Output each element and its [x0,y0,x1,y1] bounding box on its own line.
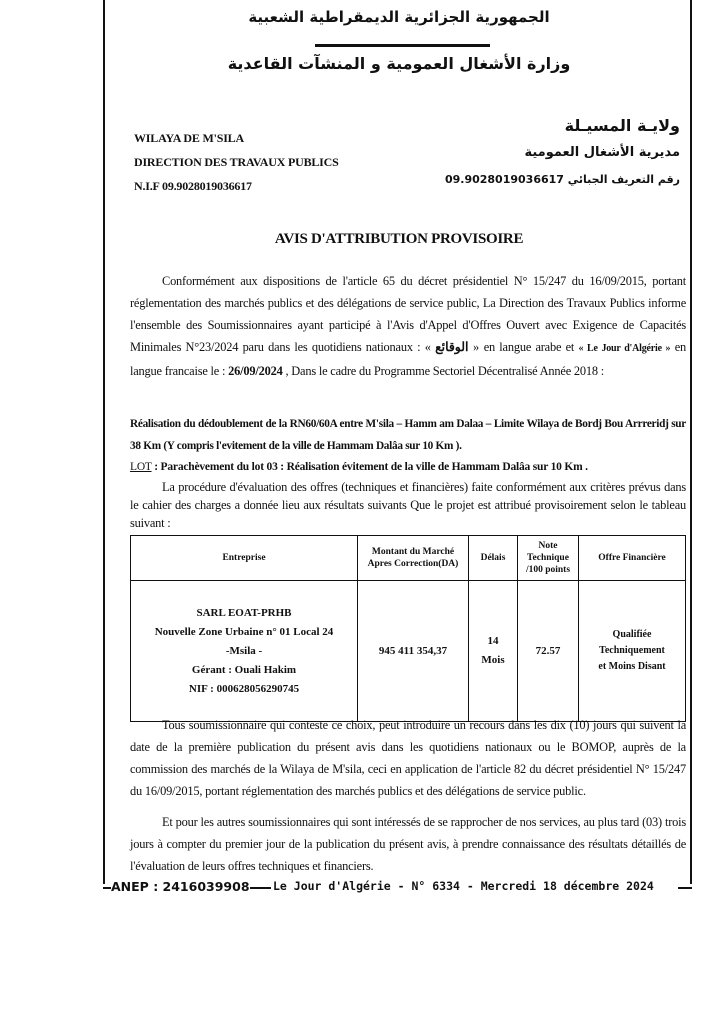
header-montant: Montant du Marché Apres Correction(DA) [358,536,469,581]
company-name: SARL EOAT-PRHB [196,606,292,619]
header-divider [315,44,490,47]
procedure-paragraph: La procédure d'évaluation des offres (techniques et financières) faite conformément aux critères prévus dans le cahier des charges a donnée lieu aux résultats suivants Que le projet est attribué provisoirement selon le tableau suivant : [130,480,686,530]
table-row [131,581,686,722]
anep-reference: ANEP : 2416039908 [111,879,250,894]
company-manager: Gérant : Ouali Hakim [191,663,297,676]
wilaya-ar: ولايـة المسيـلة [564,116,680,135]
cell-montant: 945 411 354,37 [358,581,469,722]
publication-date: 26/09/2024 [228,364,283,378]
cell-delais: 14 Mois [469,581,518,722]
cell-note: 72.57 [518,581,579,722]
wilaya-fr: WILAYA DE M'SILA [134,131,244,145]
company-nif: NIF : 000628056290745 [188,682,300,695]
cell-entreprise [131,581,358,722]
footer-bar [103,879,703,899]
direction-fr: DIRECTION DES TRAVAUX PUBLICS [134,155,339,169]
header-offre: Offre Financière [579,536,686,581]
cell-offre: Qualifiée Techniquement et Moins Disant [579,581,686,722]
newspaper-reference: Le Jour d'Algérie - N° 6334 - Mercredi 18 décembre 2024 [273,879,654,893]
table-header-row [131,536,686,581]
direction-ar: مديرية الأشغال العمومية [524,145,680,160]
ministry-title-ar: وزارة الأشغال العمومية و المنشآت القاعدية [227,54,571,73]
header-note: Note Technique /100 points [518,536,579,581]
header-delais: Délais [469,536,518,581]
arabic-newspaper-name: الوقائع [435,340,469,354]
project-description: Réalisation du dédoublement de la RN60/60A entre M'sila – Hamm am Dalaa – Limite Wilaya de Bordj Bou Arrreridj sur 38 Km (Y compris l'evitement de la ville de Hammam Dalâa sur 10 Km ). [130,418,686,452]
company-address: Nouvelle Zone Urbaine n° 01 Local 24 [154,625,334,638]
nif-fr: N.I.F 09.9028019036617 [134,179,252,193]
contact-paragraph: Et pour les autres soumissionnaires qui sont intéressés de se rapprocher de nos services, au plus tard (03) trois jours à compter du premier jour de la publication du présent avis, à prendre connaissance des résultats détaillés de l'évaluation de leurs offres techniques et financiers. [130,815,686,873]
attribution-table [130,535,686,722]
company-city: -Msila - [225,644,263,657]
lot-description: LOT : Parachèvement du lot 03 : Réalisation évitement de la ville de Hammam Dalâa sur 10 Km . [130,461,588,473]
recours-paragraph: Tous soumissionnaire qui conteste ce choix, peut introduire un recours dans les dix (10) jours qui suivent la date de la première publication du présent avis dans les quotidiens nationaux ou le BOMOP, auprès de la commission des marchés de la Wilaya de M'sila, ceci en application de l'article 82 du décret présidentiel N° 15/247 du 16/09/2015, portant réglementation des marchés publics et des délégations de service public. [130,718,686,798]
intro-paragraph: Conformément aux dispositions de l'article 65 du décret présidentiel N° 15/247 du 16/09/2015, portant réglementation des marchés publics et des délégations de service public, La Direction des Travaux Publics informe l'ensemble des Soumissionnaires ayant participé à l'Avis d'Appel d'Offres Ouvert avec Exigence de Capacités Minimales N°23/2024 paru dans les quotidiens nationaux : « الوقائع » en langue arabe et « Le Jour d'Algérie » en langue francaise le : 26/09/2024 , Dans le cadre du Programme Sectoriel Décentralisé Année 2018 : [130,274,686,378]
republic-title-ar: الجمهورية الجزائرية الديمقراطية الشعبية [248,8,550,26]
lot-label: LOT [130,461,152,473]
frame-left-border [103,0,105,884]
french-newspaper-name: « Le Jour d'Algérie » [578,343,671,354]
frame-right-border [690,0,692,884]
header-entreprise: Entreprise [131,536,358,581]
notice-title: AVIS D'ATTRIBUTION PROVISOIRE [274,231,524,247]
nif-ar: رقم التعريف الجبائي 09.9028019036617 [444,173,680,186]
